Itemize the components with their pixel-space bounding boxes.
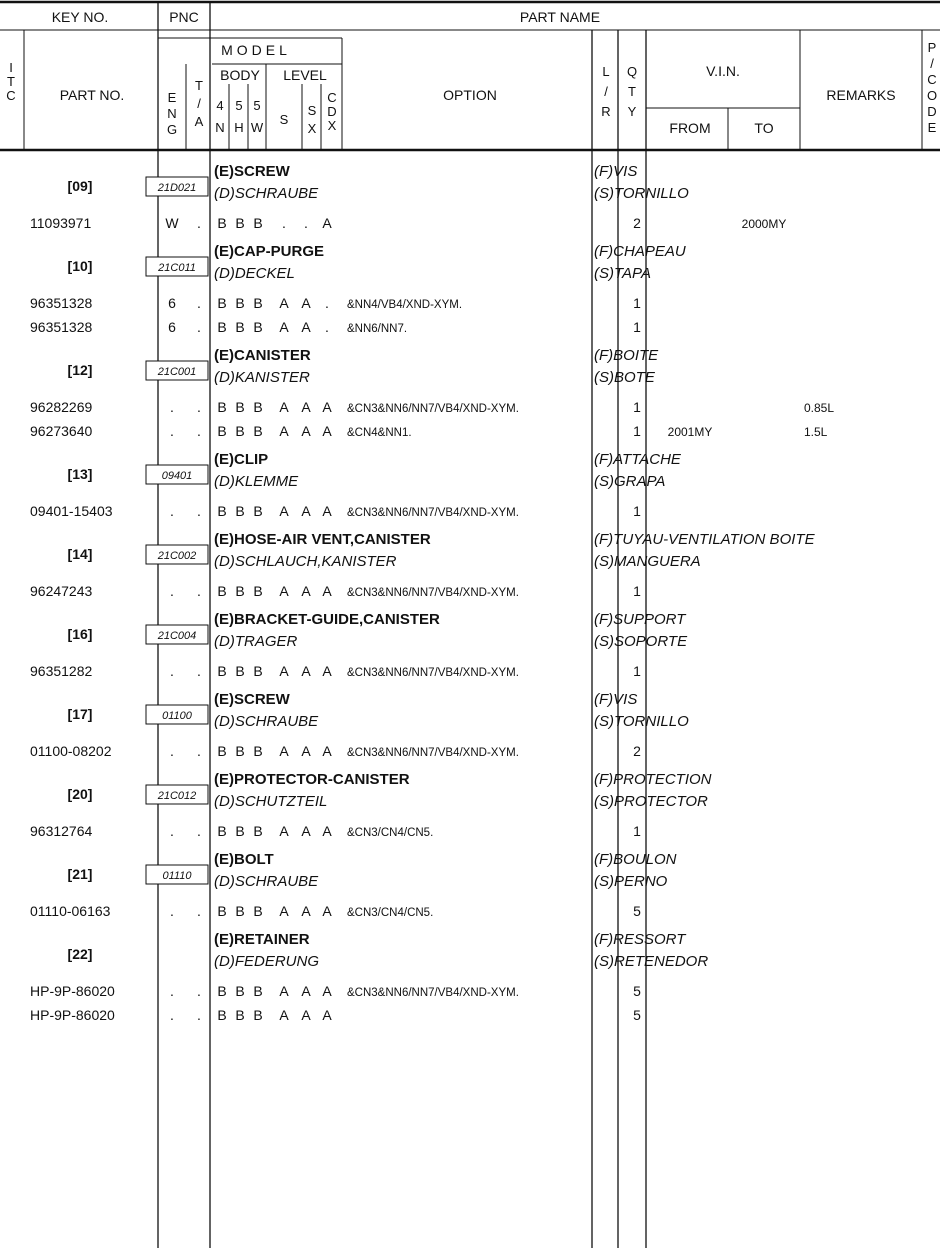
- eng-header: G: [166, 122, 178, 137]
- option-code: &CN3/CN4/CN5.: [347, 827, 434, 839]
- body-4n-code: B: [217, 583, 227, 599]
- part-name-english: (E)BOLT: [214, 851, 274, 868]
- itc-header: I: [9, 60, 13, 75]
- ta-code: .: [197, 503, 201, 519]
- ta-code: .: [197, 903, 201, 919]
- itc-header: C: [6, 88, 16, 103]
- body-4n-code: B: [217, 215, 227, 231]
- level-sx-code: A: [301, 983, 311, 999]
- qty-header: Y: [627, 104, 637, 119]
- part-name-english: (E)BRACKET-GUIDE,CANISTER: [214, 611, 440, 628]
- table-grid: [0, 2, 940, 1248]
- level-cdx-code: A: [322, 503, 332, 519]
- body-5w-code: B: [253, 423, 263, 439]
- ta-code: .: [197, 663, 201, 679]
- part-number: HP-9P-86020: [30, 983, 115, 999]
- body-5w-header: 5: [253, 98, 261, 113]
- level-sx-header: S: [307, 103, 317, 118]
- body-5h-header: H: [234, 120, 244, 135]
- level-s-code: A: [279, 983, 289, 999]
- part-name-english: (E)RETAINER: [214, 931, 310, 948]
- pnc-code: 21D021: [157, 182, 197, 194]
- pcode-header: P: [927, 40, 937, 55]
- part-name-german: (D)SCHRAUBE: [214, 873, 319, 890]
- level-sx-code: .: [304, 215, 308, 231]
- part-name-spanish: (S)SOPORTE: [594, 633, 688, 650]
- option-code: &CN3/CN4/CN5.: [347, 907, 434, 919]
- body-header: BODY: [220, 67, 260, 83]
- part-name-french: (F)VIS: [594, 163, 638, 180]
- key-number: [22]: [67, 946, 93, 962]
- part-name-english: (E)HOSE-AIR VENT,CANISTER: [214, 531, 431, 548]
- part-number: 01110-06163: [30, 903, 111, 919]
- level-cdx-header: X: [327, 118, 337, 133]
- pcode-header: C: [927, 72, 937, 87]
- level-cdx-code: A: [322, 1007, 332, 1023]
- option-code: &CN3&NN6/NN7/VB4/XND-XYM.: [347, 507, 519, 519]
- vin-from-header: FROM: [669, 120, 711, 136]
- level-header: LEVEL: [283, 67, 327, 83]
- part-name-german: (D)SCHUTZTEIL: [214, 793, 328, 810]
- remarks-value: 0.85L: [804, 401, 835, 415]
- level-sx-header: X: [307, 121, 317, 136]
- part-number: 09401-15403: [30, 503, 113, 519]
- body-5h-code: B: [235, 1007, 245, 1023]
- quantity: 1: [633, 583, 641, 599]
- part-number: 96247243: [30, 583, 93, 599]
- level-s-code: A: [279, 503, 289, 519]
- eng-header: E: [167, 90, 177, 105]
- body-4n-code: B: [217, 663, 227, 679]
- body-5w-code: B: [253, 319, 263, 335]
- part-name-french: (F)BOITE: [594, 347, 659, 364]
- eng-code: 6: [168, 295, 176, 311]
- part-number: 96282269: [30, 399, 93, 415]
- body-5w-code: B: [253, 983, 263, 999]
- part-name-english: (E)CANISTER: [214, 347, 311, 364]
- level-cdx-code: A: [322, 903, 332, 919]
- part-number: 96351328: [30, 295, 93, 311]
- model-header: MODEL: [221, 42, 291, 58]
- quantity: 1: [633, 423, 641, 439]
- part-number: 01100-08202: [30, 743, 112, 759]
- level-s-code: A: [279, 823, 289, 839]
- body-4n-code: B: [217, 503, 227, 519]
- option-code: &NN6/NN7.: [347, 323, 408, 335]
- vin-to: 2000MY: [741, 217, 787, 231]
- level-s-code: A: [279, 1007, 289, 1023]
- level-s-code: A: [279, 423, 289, 439]
- ta-header: T: [195, 78, 203, 93]
- ta-code: .: [197, 319, 201, 335]
- part-number: HP-9P-86020: [30, 1007, 115, 1023]
- option-header: OPTION: [443, 87, 497, 103]
- option-code: &CN3&NN6/NN7/VB4/XND-XYM.: [347, 987, 519, 999]
- pnc-code: 21C004: [157, 630, 197, 642]
- pnc-code: 21C002: [157, 550, 197, 562]
- key-number: [16]: [67, 626, 93, 642]
- lr-header: L: [602, 64, 610, 79]
- part-name-english: (E)SCREW: [214, 691, 290, 708]
- quantity: 2: [633, 743, 641, 759]
- remarks-header: REMARKS: [826, 87, 896, 103]
- eng-code: .: [170, 1007, 174, 1023]
- body-5h-code: B: [235, 215, 245, 231]
- body-5w-code: B: [253, 583, 263, 599]
- body-5h-code: B: [235, 399, 245, 415]
- quantity: 5: [633, 903, 641, 919]
- part-name-french: (F)PROTECTION: [594, 771, 712, 788]
- body-4n-code: B: [217, 1007, 227, 1023]
- part-name-german: (D)DECKEL: [214, 265, 295, 282]
- key-no-header: KEY NO.: [51, 9, 109, 25]
- eng-code: .: [170, 743, 174, 759]
- level-sx-code: A: [301, 319, 311, 335]
- eng-code: 6: [168, 319, 176, 335]
- vin-to-header: TO: [754, 120, 774, 136]
- level-sx-code: A: [301, 823, 311, 839]
- level-s-code: A: [279, 295, 289, 311]
- body-5h-code: B: [235, 823, 245, 839]
- key-number: [09]: [67, 178, 93, 194]
- body-4n-code: B: [217, 423, 227, 439]
- part-name-german: (D)FEDERUNG: [214, 953, 319, 970]
- part-name-french: (F)BOULON: [594, 851, 677, 868]
- pnc-code: 21C012: [157, 790, 197, 802]
- body-4n-code: B: [217, 903, 227, 919]
- level-s-code: A: [279, 663, 289, 679]
- key-number: [12]: [67, 362, 93, 378]
- part-name-english: (E)CLIP: [214, 451, 269, 468]
- eng-code: .: [170, 583, 174, 599]
- level-s-code: A: [279, 903, 289, 919]
- key-number: [20]: [67, 786, 93, 802]
- option-code: &CN3&NN6/NN7/VB4/XND-XYM.: [347, 747, 519, 759]
- body-4n-code: B: [217, 983, 227, 999]
- part-number: 96312764: [30, 823, 93, 839]
- ta-header: /: [197, 96, 201, 111]
- level-cdx-header: C: [327, 90, 337, 105]
- body-4n-header: 4: [216, 98, 224, 113]
- lr-header: /: [604, 84, 608, 99]
- key-number: [21]: [67, 866, 93, 882]
- body-5w-code: B: [253, 1007, 263, 1023]
- quantity: 1: [633, 319, 641, 335]
- option-code: &CN3&NN6/NN7/VB4/XND-XYM.: [347, 403, 519, 415]
- lr-header: R: [601, 104, 611, 119]
- body-5w-code: B: [253, 503, 263, 519]
- eng-code: .: [170, 823, 174, 839]
- eng-code: .: [170, 423, 174, 439]
- qty-header: Q: [626, 64, 638, 79]
- pnc-header: PNC: [169, 9, 199, 25]
- key-number: [10]: [67, 258, 93, 274]
- body-4n-code: B: [217, 295, 227, 311]
- body-5h-code: B: [235, 583, 245, 599]
- level-s-code: A: [279, 743, 289, 759]
- level-cdx-code: A: [322, 663, 332, 679]
- part-name-spanish: (S)PERNO: [594, 873, 668, 890]
- level-cdx-code: A: [322, 743, 332, 759]
- level-sx-code: A: [301, 423, 311, 439]
- body-5w-header: W: [250, 120, 264, 135]
- body-5h-code: B: [235, 295, 245, 311]
- part-name-spanish: (S)BOTE: [594, 369, 655, 386]
- level-cdx-header: D: [327, 104, 337, 119]
- ta-code: .: [197, 423, 201, 439]
- pnc-code: 01110: [162, 870, 192, 882]
- key-number: [17]: [67, 706, 93, 722]
- ta-code: .: [197, 399, 201, 415]
- level-sx-code: A: [301, 399, 311, 415]
- body-4n-code: B: [217, 319, 227, 335]
- pcode-header: D: [927, 104, 937, 119]
- body-5w-code: B: [253, 295, 263, 311]
- part-name-german: (D)SCHRAUBE: [214, 713, 319, 730]
- part-name-header: PART NAME: [519, 9, 601, 25]
- eng-code: .: [170, 503, 174, 519]
- part-name-german: (D)SCHLAUCH,KANISTER: [214, 553, 397, 570]
- part-name-english: (E)SCREW: [214, 163, 290, 180]
- body-5w-code: B: [253, 215, 263, 231]
- key-number: [14]: [67, 546, 93, 562]
- table-header: [6, 9, 937, 137]
- part-name-spanish: (S)TAPA: [594, 265, 651, 282]
- level-sx-code: A: [301, 583, 311, 599]
- level-sx-code: A: [301, 743, 311, 759]
- body-4n-code: B: [217, 823, 227, 839]
- part-number: 96273640: [30, 423, 93, 439]
- quantity: 1: [633, 663, 641, 679]
- part-name-french: (F)RESSORT: [594, 931, 686, 948]
- itc-header: T: [7, 74, 15, 89]
- ta-code: .: [197, 1007, 201, 1023]
- body-5h-code: B: [235, 319, 245, 335]
- quantity: 5: [633, 983, 641, 999]
- part-name-spanish: (S)TORNILLO: [594, 185, 689, 202]
- level-s-code: A: [279, 399, 289, 415]
- eng-code: W: [165, 215, 179, 231]
- quantity: 2: [633, 215, 641, 231]
- pnc-code: 01100: [162, 710, 192, 722]
- part-name-german: (D)TRAGER: [214, 633, 298, 650]
- part-name-english: (E)CAP-PURGE: [214, 243, 325, 260]
- option-code: &CN3&NN6/NN7/VB4/XND-XYM.: [347, 667, 519, 679]
- part-number: 96351282: [30, 663, 93, 679]
- body-4n-header: N: [215, 120, 225, 135]
- ta-code: .: [197, 215, 201, 231]
- level-cdx-code: A: [322, 983, 332, 999]
- level-sx-code: A: [301, 1007, 311, 1023]
- vin-header: V.I.N.: [706, 63, 740, 79]
- body-5w-code: B: [253, 399, 263, 415]
- body-5w-code: B: [253, 903, 263, 919]
- pnc-code: 21C001: [157, 366, 197, 378]
- option-code: &CN4&NN1.: [347, 427, 412, 439]
- option-code: &NN4/VB4/XND-XYM.: [347, 299, 463, 311]
- table-body: [30, 163, 834, 1023]
- option-code: &CN3&NN6/NN7/VB4/XND-XYM.: [347, 587, 519, 599]
- pcode-header: E: [927, 120, 937, 135]
- level-sx-code: A: [301, 663, 311, 679]
- part-no-header: PART NO.: [59, 87, 125, 103]
- pcode-header: O: [926, 88, 938, 103]
- body-5h-code: B: [235, 423, 245, 439]
- pcode-header: /: [930, 56, 934, 71]
- level-cdx-code: A: [322, 399, 332, 415]
- level-cdx-code: A: [322, 423, 332, 439]
- quantity: 1: [633, 399, 641, 415]
- part-name-spanish: (S)TORNILLO: [594, 713, 689, 730]
- key-number: [13]: [67, 466, 93, 482]
- qty-header: T: [628, 84, 636, 99]
- body-5h-code: B: [235, 903, 245, 919]
- level-s-header: S: [279, 112, 289, 127]
- ta-header: A: [194, 114, 204, 129]
- body-5w-code: B: [253, 743, 263, 759]
- part-name-german: (D)KANISTER: [214, 369, 310, 386]
- level-sx-code: A: [301, 503, 311, 519]
- level-s-code: A: [279, 583, 289, 599]
- part-name-french: (F)TUYAU-VENTILATION BOITE: [594, 531, 815, 548]
- part-name-french: (F)ATTACHE: [594, 451, 681, 468]
- level-cdx-code: A: [322, 823, 332, 839]
- body-5w-code: B: [253, 663, 263, 679]
- part-name-french: (F)VIS: [594, 691, 638, 708]
- part-name-spanish: (S)RETENEDOR: [594, 953, 709, 970]
- eng-code: .: [170, 399, 174, 415]
- level-cdx-code: A: [322, 215, 332, 231]
- pnc-code: 09401: [161, 470, 193, 482]
- part-name-french: (F)CHAPEAU: [594, 243, 686, 260]
- eng-code: .: [170, 983, 174, 999]
- part-name-spanish: (S)MANGUERA: [594, 553, 701, 570]
- part-number: 11093971: [30, 215, 92, 231]
- part-name-spanish: (S)GRAPA: [594, 473, 666, 490]
- quantity: 1: [633, 503, 641, 519]
- level-sx-code: A: [301, 903, 311, 919]
- quantity: 1: [633, 295, 641, 311]
- ta-code: .: [197, 583, 201, 599]
- eng-code: .: [170, 663, 174, 679]
- quantity: 5: [633, 1007, 641, 1023]
- pnc-code: 21C011: [158, 262, 196, 274]
- body-5h-code: B: [235, 983, 245, 999]
- body-4n-code: B: [217, 399, 227, 415]
- level-s-code: .: [282, 215, 286, 231]
- eng-header: N: [167, 106, 177, 121]
- ta-code: .: [197, 743, 201, 759]
- body-5h-code: B: [235, 663, 245, 679]
- body-5h-code: B: [235, 503, 245, 519]
- body-4n-code: B: [217, 743, 227, 759]
- level-cdx-code: A: [322, 583, 332, 599]
- remarks-value: 1.5L: [804, 425, 828, 439]
- quantity: 1: [633, 823, 641, 839]
- part-name-spanish: (S)PROTECTOR: [594, 793, 708, 810]
- level-sx-code: A: [301, 295, 311, 311]
- level-cdx-code: .: [325, 295, 329, 311]
- part-number: 96351328: [30, 319, 93, 335]
- body-5h-code: B: [235, 743, 245, 759]
- part-name-german: (D)KLEMME: [214, 473, 299, 490]
- part-name-french: (F)SUPPORT: [594, 611, 686, 628]
- ta-code: .: [197, 295, 201, 311]
- eng-code: .: [170, 903, 174, 919]
- part-name-english: (E)PROTECTOR-CANISTER: [214, 771, 410, 788]
- part-name-german: (D)SCHRAUBE: [214, 185, 319, 202]
- vin-from: 2001MY: [667, 425, 713, 439]
- level-s-code: A: [279, 319, 289, 335]
- ta-code: .: [197, 983, 201, 999]
- ta-code: .: [197, 823, 201, 839]
- body-5w-code: B: [253, 823, 263, 839]
- level-cdx-code: .: [325, 319, 329, 335]
- body-5h-header: 5: [235, 98, 243, 113]
